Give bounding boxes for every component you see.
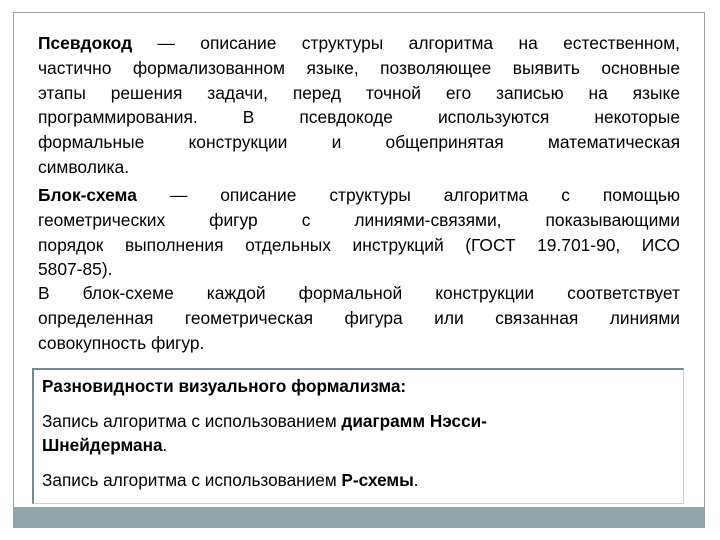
pseudocode-line-6: символика.: [38, 156, 130, 177]
flowchart-note-line-3: совокупность фигур.: [38, 332, 205, 353]
flowchart-note-line-1: В блок-схеме каждой формальной конструкции соответствует: [38, 283, 680, 303]
pseudocode-definition: [38, 31, 680, 180]
formalism-item-r-scheme: [42, 468, 672, 492]
pseudocode-line-5: формальные конструкции и общепринятая математическая: [38, 132, 680, 153]
item1-suffix: .: [162, 435, 168, 455]
pseudocode-line-4: программирования. В псевдокоде используются некоторые: [38, 107, 680, 128]
item2-prefix: Запись алгоритма с использованием: [42, 470, 342, 490]
item2-suffix: .: [413, 470, 419, 490]
pseudocode-line-2: частично формализованном языке, позволяющее выявить основные: [38, 57, 680, 78]
flowchart-definition: [38, 183, 680, 282]
pseudocode-text: — описание структуры алгоритма на естественном,: [132, 33, 680, 53]
formalisms-title: Разновидности визуального формализма:: [42, 376, 407, 396]
flowchart-note: [38, 281, 680, 355]
flowchart-term: Блок-схема: [38, 185, 137, 205]
formalism-item-nassi-shneiderman: [42, 409, 672, 457]
flowchart-text: — описание структуры алгоритма с помощью: [136, 185, 680, 205]
pseudocode-line-1: [38, 31, 680, 56]
flowchart-note-line-2: определенная геометрическая фигура или связанная линиями: [38, 307, 680, 328]
flowchart-line-2: геометрических фигур с линиями-связями, показывающими: [38, 209, 680, 230]
flowchart-line-3: порядок выполнения отдельных инструкций (ГОСТ 19.701-90, ИСО: [38, 234, 680, 255]
pseudocode-line-3: этапы решения задачи, перед точной его записью на языке: [38, 82, 680, 103]
item1-prefix: Запись алгоритма с использованием: [42, 411, 342, 431]
item1-bold-a: диаграмм Нэсси-: [341, 411, 487, 431]
slide-footer-bar: [13, 508, 705, 528]
item2-bold: Р-схемы: [341, 470, 414, 490]
item1-bold-b: Шнейдермана: [42, 435, 163, 455]
flowchart-line-4: 5807-85).: [38, 259, 113, 280]
flowchart-line-1: [38, 183, 680, 208]
pseudocode-term: Псевдокод: [38, 33, 133, 53]
